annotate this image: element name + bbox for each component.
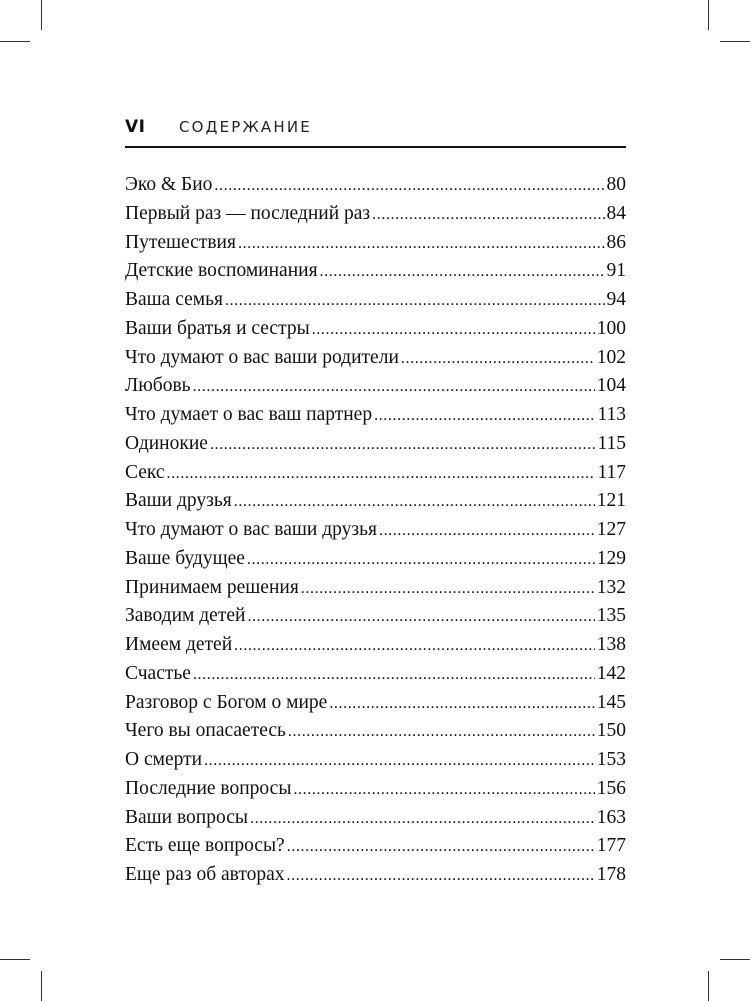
- toc-dot-leader: [372, 201, 604, 229]
- crop-mark-bottom-right-horizontal: [720, 959, 750, 960]
- toc-entry-title: Есть еще вопросы?: [125, 835, 285, 857]
- toc-entry-page-number: 127: [596, 519, 626, 540]
- toc-entry-page-number: 104: [596, 375, 626, 397]
- toc-entry: [125, 545, 626, 574]
- toc-entry: [125, 257, 626, 286]
- toc-entry-page-number: 129: [596, 547, 626, 569]
- toc-entry-title: Секс: [125, 461, 165, 483]
- toc-entry: [125, 660, 626, 689]
- toc-entry-page-number: 84: [606, 202, 626, 224]
- crop-mark-top-right-vertical: [708, 0, 709, 30]
- toc-dot-leader: [247, 546, 595, 574]
- toc-entry-page-number: 91: [606, 260, 626, 282]
- toc-entry-title: Что думает о вас ваш партнер: [125, 404, 373, 425]
- toc-entry-page-number: 121: [596, 490, 626, 512]
- toc-dot-leader: [238, 230, 605, 258]
- crop-mark-bottom-right-vertical: [708, 971, 709, 1001]
- toc-dot-leader: [204, 747, 595, 775]
- toc-entry: [125, 229, 626, 258]
- toc-dot-leader: [214, 172, 604, 200]
- toc-entry: [125, 200, 626, 229]
- toc-entry: [125, 804, 626, 833]
- toc-entry-page-number: 138: [596, 634, 626, 655]
- toc-entry: [125, 286, 626, 315]
- toc-entry: [125, 372, 626, 401]
- toc-entry-page-number: 113: [597, 404, 626, 425]
- toc-entry-title: Что думают о вас ваши родители: [125, 346, 399, 368]
- toc-dot-leader: [379, 517, 595, 545]
- toc-entry-page-number: 150: [596, 720, 626, 742]
- toc-entry-page-number: 102: [596, 346, 626, 368]
- toc-dot-leader: [287, 833, 595, 861]
- toc-entry-page-number: 94: [606, 289, 626, 310]
- toc-dot-leader: [193, 661, 595, 689]
- toc-dot-leader: [401, 345, 595, 373]
- toc-entry: [125, 516, 626, 545]
- toc-dot-leader: [234, 632, 595, 660]
- toc-entry: [125, 832, 626, 861]
- toc-entry-page-number: 135: [596, 605, 626, 627]
- toc-dot-leader: [312, 316, 595, 344]
- header-rule: [125, 146, 626, 148]
- toc-entry-page-number: 153: [596, 749, 626, 770]
- running-header: [125, 116, 625, 138]
- toc-dot-leader: [374, 402, 595, 430]
- toc-entry-title: Заводим детей: [125, 605, 246, 627]
- crop-mark-bottom-left-vertical: [41, 971, 42, 1001]
- toc-entry-title: Чего вы опасаетесь: [125, 720, 286, 742]
- toc-entry: [125, 574, 626, 603]
- toc-entry-page-number: 132: [596, 576, 626, 598]
- toc-dot-leader: [301, 575, 595, 603]
- toc-entry: [125, 861, 626, 890]
- crop-mark-top-right-horizontal: [720, 41, 750, 42]
- toc-dot-leader: [288, 718, 595, 746]
- running-title: СОДЕРЖАНИЕ: [179, 118, 312, 136]
- toc-entry-page-number: 86: [606, 231, 626, 253]
- toc-entry: [125, 401, 626, 430]
- toc-entry-title: Имеем детей: [125, 634, 233, 655]
- page-folio: VI: [125, 117, 146, 137]
- toc-dot-leader: [250, 805, 595, 833]
- toc-entry-page-number: 156: [596, 777, 626, 799]
- toc-entry-title: Еще раз об авторах: [125, 864, 285, 885]
- toc-entry: [125, 602, 626, 631]
- toc-entry-title: Детские воспоминания: [125, 260, 318, 282]
- toc-entry-title: Разговор с Богом о мире: [125, 691, 328, 713]
- toc-entry-title: Принимаем решения: [125, 576, 299, 598]
- toc-entry: [125, 459, 626, 488]
- toc-dot-leader: [225, 287, 605, 315]
- toc-entry-page-number: 145: [596, 691, 626, 713]
- toc-dot-leader: [247, 603, 594, 631]
- toc-entry-page-number: 100: [596, 317, 626, 339]
- toc-entry-page-number: 117: [597, 461, 626, 483]
- toc-entry-page-number: 163: [596, 806, 626, 828]
- toc-entry: [125, 717, 626, 746]
- toc-dot-leader: [167, 460, 596, 488]
- toc-entry: [125, 631, 626, 660]
- toc-dot-leader: [193, 373, 595, 401]
- table-of-contents: [125, 171, 626, 890]
- toc-entry: [125, 689, 626, 718]
- toc-entry-title: Путешествия: [125, 231, 236, 253]
- toc-entry: [125, 487, 626, 516]
- toc-entry-title: Одинокие: [125, 432, 208, 454]
- toc-entry-title: Что думают о вас ваши друзья: [125, 519, 377, 540]
- toc-entry-page-number: 115: [597, 432, 626, 454]
- toc-entry-title: Счастье: [125, 662, 191, 684]
- crop-mark-top-left-vertical: [41, 0, 42, 30]
- toc-entry-page-number: 178: [596, 864, 626, 885]
- toc-dot-leader: [293, 776, 594, 804]
- toc-entry-page-number: 142: [596, 662, 626, 684]
- toc-dot-leader: [320, 258, 605, 286]
- toc-entry: [125, 746, 626, 775]
- toc-entry-title: Ваше будущее: [125, 547, 245, 569]
- toc-dot-leader: [329, 690, 594, 718]
- toc-entry-title: Любовь: [125, 375, 191, 397]
- toc-entry-title: Ваши братья и сестры: [125, 317, 310, 339]
- toc-entry-title: О смерти: [125, 749, 203, 770]
- crop-mark-bottom-left-horizontal: [0, 959, 30, 960]
- toc-entry-title: Ваша семья: [125, 289, 223, 310]
- toc-dot-leader: [234, 488, 595, 516]
- toc-entry: [125, 344, 626, 373]
- crop-mark-top-left-horizontal: [0, 41, 30, 42]
- toc-dot-leader: [210, 431, 596, 459]
- toc-entry-page-number: 80: [606, 174, 626, 195]
- toc-entry: [125, 315, 626, 344]
- toc-entry-title: Первый раз — последний раз: [125, 202, 371, 224]
- toc-entry: [125, 775, 626, 804]
- toc-entry-title: Ваши вопросы: [125, 806, 248, 828]
- toc-entry-title: Последние вопросы: [125, 777, 292, 799]
- toc-entry-title: Ваши друзья: [125, 490, 232, 512]
- toc-entry: [125, 171, 626, 200]
- toc-entry-page-number: 177: [596, 835, 626, 857]
- toc-entry: [125, 430, 626, 459]
- toc-dot-leader: [287, 862, 595, 890]
- toc-entry-title: Эко & Био: [125, 174, 213, 195]
